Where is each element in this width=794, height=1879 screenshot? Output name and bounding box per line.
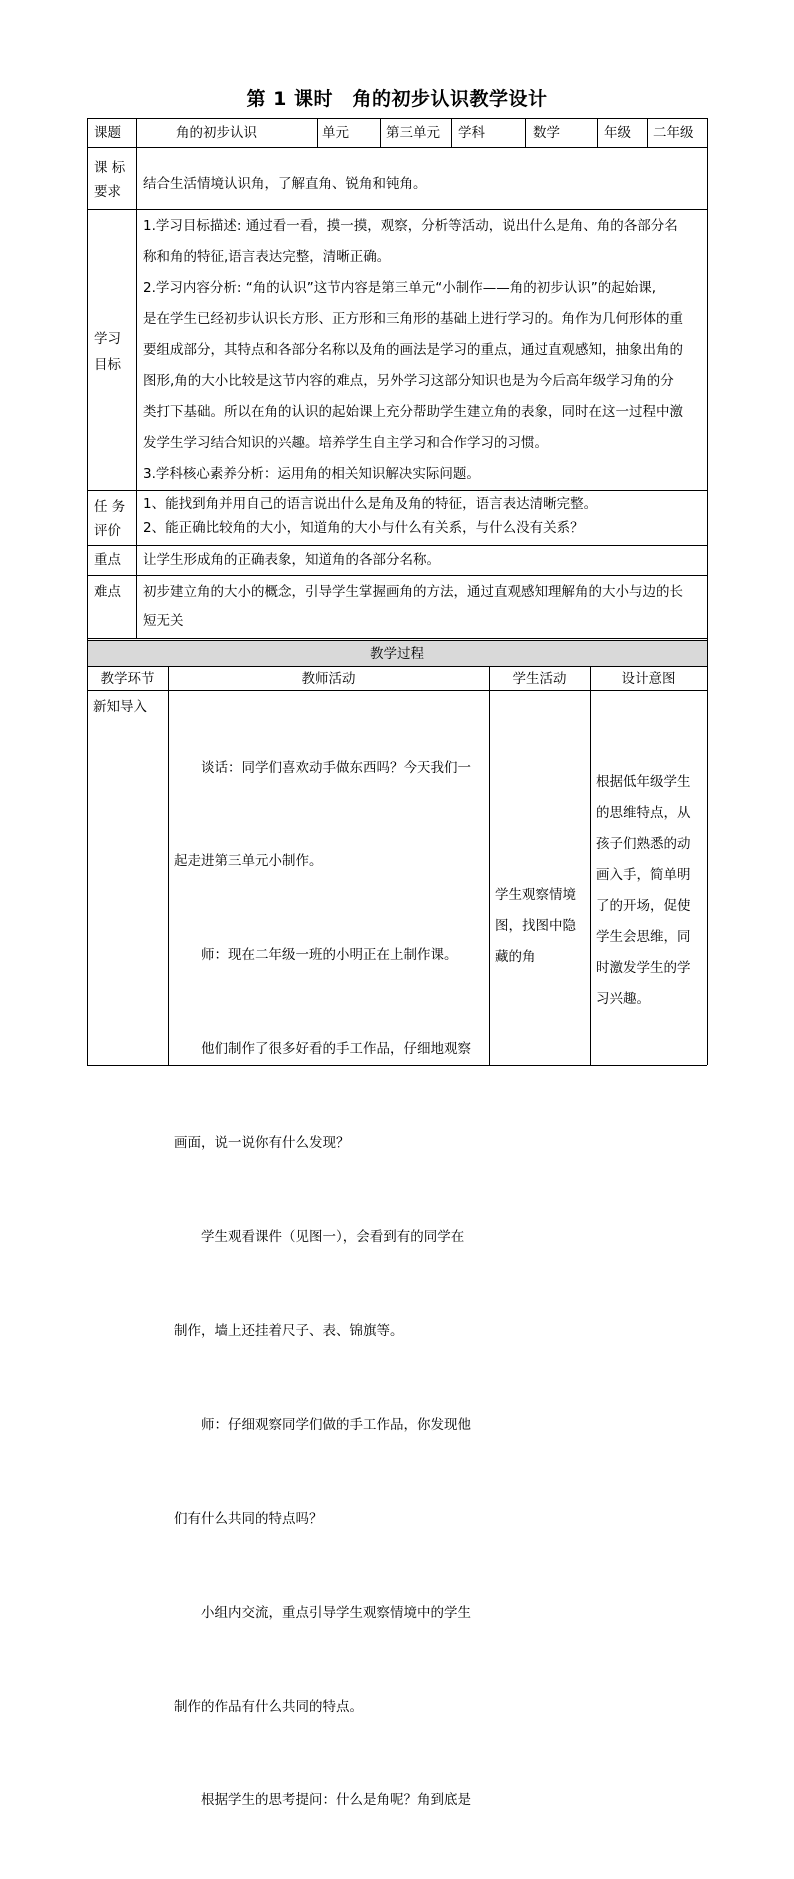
goals-label-line2: 目标 — [94, 357, 121, 373]
difficulty-label: 难点 — [94, 584, 121, 600]
goals-line: 1.学习目标描述: 通过看一看，摸一摸，观察，分析等活动，说出什么是角、角的各部分名 — [143, 218, 678, 234]
goals-line: 图形,角的大小比较是这节内容的难点，另外学习这部分知识也是为今后高年级学习角的分 — [143, 373, 674, 389]
topic-value: 角的初步认识 — [176, 125, 257, 141]
difficulty-line: 短无关 — [143, 613, 184, 629]
teacher-line: 制作的作品有什么共同的特点。 — [174, 1698, 363, 1715]
page-title: 第 1 课时 角的初步认识教学设计 — [246, 88, 548, 110]
standard-label-line1: 课 标 — [94, 160, 126, 176]
grade-label: 年级 — [604, 125, 631, 141]
intent-line: 了的开场，促使 — [596, 898, 691, 914]
teacher-line: 起走进第三单元小制作。 — [174, 853, 323, 870]
column-header-intent: 设计意图 — [621, 671, 676, 687]
intent-line: 的思维特点，从 — [596, 805, 691, 821]
subject-value: 数学 — [533, 125, 560, 141]
tasks-label-line1: 任 务 — [94, 499, 126, 515]
teacher-line: 根据学生的思考提问：什么是角呢？角到底是 — [174, 1792, 471, 1809]
subject-label: 学科 — [458, 125, 485, 141]
process-title: 教学过程 — [370, 646, 424, 662]
teacher-line: 他们制作了很多好看的手工作品，仔细地观察 — [174, 1041, 471, 1058]
intent-line: 画入手，简单明 — [596, 867, 691, 883]
goals-line: 是在学生已经初步认识长方形、正方形和三角形的基础上进行学习的。角作为几何形体的重 — [143, 311, 683, 327]
teacher-line: 谈话：同学们喜欢动手做东西吗？今天我们一 — [174, 759, 471, 776]
intent-line: 学生会思维，同 — [596, 929, 691, 945]
column-header-student: 学生活动 — [512, 671, 567, 687]
goals-line: 发学生学习结合知识的兴趣。培养学生自主学习和合作学习的习惯。 — [143, 435, 548, 451]
intent-line: 习兴趣。 — [596, 991, 650, 1007]
teacher-activity — [174, 690, 486, 1879]
goals-label-line1: 学习 — [94, 331, 121, 347]
student-line: 图，找图中隐 — [495, 918, 576, 934]
key-point-label: 重点 — [94, 552, 121, 568]
stage-name: 新知导入 — [93, 699, 147, 715]
intent-line: 根据低年级学生 — [596, 774, 691, 790]
unit-label: 单元 — [322, 125, 349, 141]
goals-text — [143, 211, 703, 490]
student-line: 藏的角 — [495, 949, 536, 965]
teacher-line: 制作，墙上还挂着尺子、表、锦旗等。 — [174, 1322, 404, 1339]
teacher-line: 师：仔细观察同学们做的手工作品，你发现他 — [174, 1416, 471, 1433]
teacher-line: 师：现在二年级一班的小明正在上制作课。 — [174, 947, 458, 964]
column-header-stage: 教学环节 — [100, 671, 155, 687]
column-header-teacher: 教师活动 — [301, 671, 356, 687]
standard-text: 结合生活情境认识角，了解直角、锐角和钝角。 — [143, 176, 427, 192]
unit-value: 第三单元 — [386, 125, 440, 141]
difficulty-line: 初步建立角的大小的概念，引导学生掌握画角的方法，通过直观感知理解角的大小与边的长 — [143, 584, 683, 600]
standard-label-line2: 要求 — [94, 184, 121, 200]
student-activity — [495, 880, 587, 973]
tasks-line: 1、能找到角并用自己的语言说出什么是角及角的特征，语言表达清晰完整。 — [143, 496, 598, 512]
teacher-line: 们有什么共同的特点吗？ — [174, 1510, 323, 1527]
grade-value: 二年级 — [653, 125, 694, 141]
teacher-line: 小组内交流，重点引导学生观察情境中的学生 — [174, 1604, 471, 1621]
goals-line: 2.学习内容分析: “角的认识”这节内容是第三单元“小制作——角的初步认识”的起始课, — [143, 280, 656, 296]
goals-line: 类打下基础。所以在角的认识的起始课上充分帮助学生建立角的表象，同时在这一过程中激 — [143, 404, 683, 420]
intent-line: 时激发学生的学 — [596, 960, 691, 976]
teacher-line: 学生观看课件（见图一），会看到有的同学在 — [174, 1229, 465, 1246]
tasks-label-line2: 评价 — [94, 523, 121, 539]
goals-line: 要组成部分，其特点和各部分名称以及角的画法是学习的重点，通过直观感知，抽象出角的 — [143, 342, 683, 358]
goals-line: 3.学科核心素养分析：运用角的相关知识解决实际问题。 — [143, 466, 480, 482]
topic-label: 课题 — [94, 125, 121, 141]
key-point-text: 让学生形成角的正确表象，知道角的各部分名称。 — [143, 552, 440, 568]
student-line: 学生观察情境 — [495, 887, 576, 903]
design-intent — [596, 767, 704, 1015]
tasks-line: 2、能正确比较角的大小，知道角的大小与什么有关系，与什么没有关系？ — [143, 520, 584, 536]
goals-line: 称和角的特征,语言表达完整，清晰正确。 — [143, 249, 391, 265]
intent-line: 孩子们熟悉的动 — [596, 836, 691, 852]
teacher-line: 画面，说一说你有什么发现？ — [174, 1135, 350, 1152]
